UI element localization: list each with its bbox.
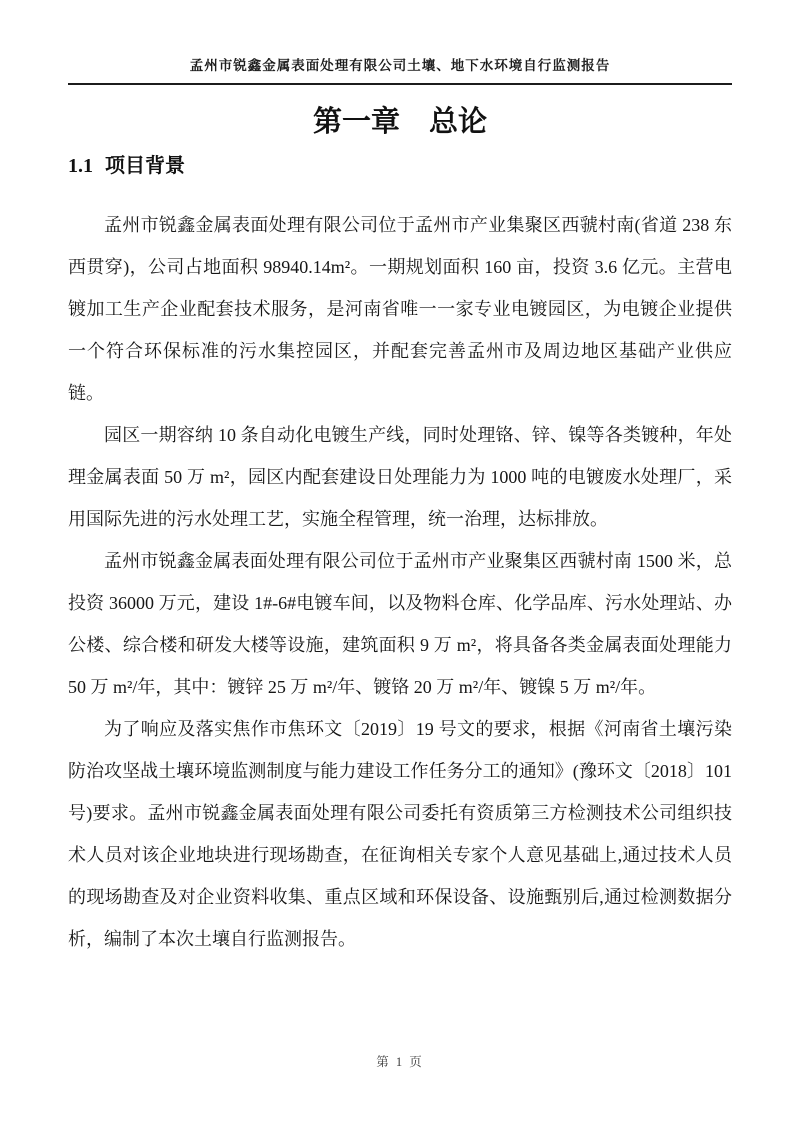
section-title: 项目背景 bbox=[105, 155, 185, 177]
page-number: 第 1 页 bbox=[376, 1055, 424, 1069]
running-header: 孟州市锐鑫金属表面处理有限公司土壤、地下水环境自行监测报告 bbox=[68, 57, 732, 85]
chapter-title: 第一章 总论 bbox=[312, 106, 487, 138]
body-text bbox=[68, 204, 732, 960]
body-paragraph-1: 孟州市锐鑫金属表面处理有限公司位于孟州市产业集聚区西虢村南(省道 238 东西贯穿)，公司占地面积 98940.14m²。一期规划面积 160 亩，投资 3.6 亿元。主营电镀加工生产企业配套技术服务，是河南省唯一一家专业电镀园区，为电镀企业提供一个符合环保标准的污水集控园区，并配套完善孟州市及周边地区基础产业供应链。 bbox=[68, 215, 732, 403]
body-paragraph-4: 为了响应及落实焦作市焦环文〔2019〕19 号文的要求，根据《河南省土壤污染防治攻坚战土壤环境监测制度与能力建设工作任务分工的通知》(豫环文〔2018〕101 号)要求。孟州市锐鑫金属表面处理有限公司委托有资质第三方检测技术公司组织技术人员对该企业地块进行现场勘查，在征询相关专家个人意见基础上,通过技术人员的现场勘查及对企业资料收集、重点区域和环保设备、设施甄别后,通过检测数据分析，编制了本次土壤自行监测报告。 bbox=[68, 719, 732, 949]
body-paragraph-3: 孟州市锐鑫金属表面处理有限公司位于孟州市产业聚集区西虢村南 1500 米，总投资 36000 万元，建设 1#-6#电镀车间，以及物料仓库、化学品库、污水处理站、办公楼、综合楼和研发大楼等设施，建筑面积 9 万 m²，将具备各类金属表面处理能力 50 万 m²/年，其中：镀锌 25 万 m²/年、镀铬 20 万 m²/年、镀镍 5 万 m²/年。 bbox=[68, 551, 732, 697]
body-paragraph-2: 园区一期容纳 10 条自动化电镀生产线，同时处理铬、锌、镍等各类镀种，年处理金属表面 50 万 m²，园区内配套建设日处理能力为 1000 吨的电镀废水处理厂，采用国际先进的污水处理工艺，实施全程管理，统一治理，达标排放。 bbox=[68, 425, 732, 529]
section-heading bbox=[68, 152, 732, 180]
section-number: 1.1 bbox=[68, 155, 93, 177]
